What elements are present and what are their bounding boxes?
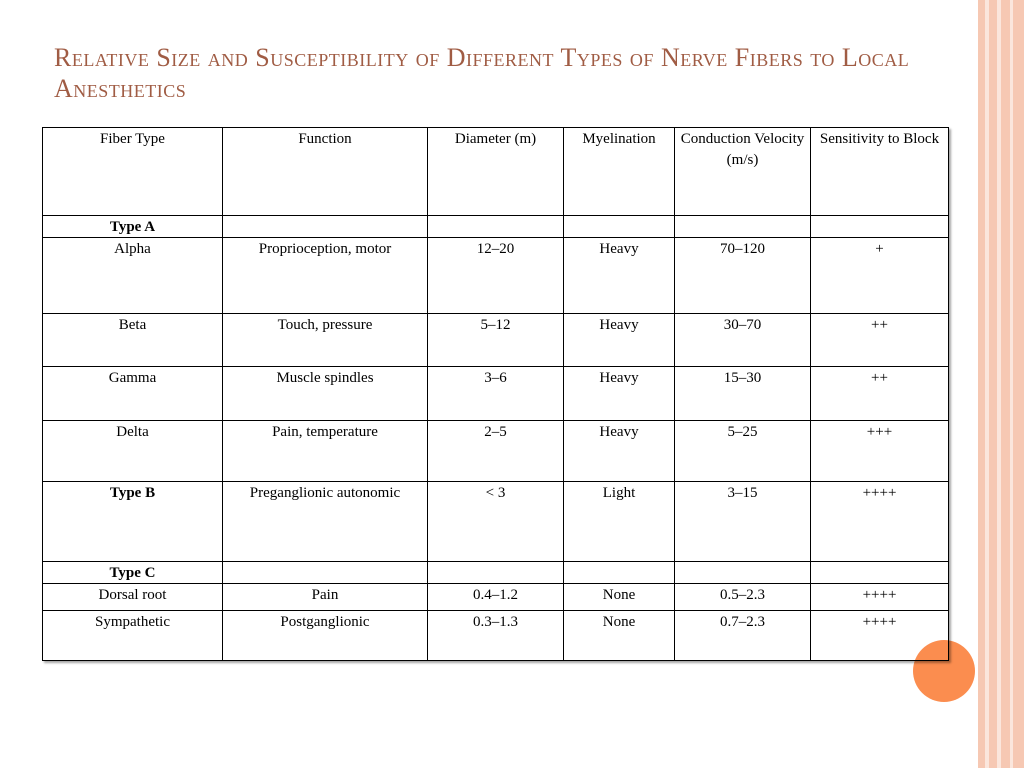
column-header: Function <box>223 128 428 216</box>
decorative-stripe <box>989 0 997 768</box>
table-cell: Preganglionic autonomic <box>223 482 428 562</box>
table-cell: Heavy <box>564 314 675 367</box>
table-cell <box>675 562 811 584</box>
table-cell: ++ <box>811 367 949 421</box>
table-row <box>43 584 949 611</box>
table-cell: Type B <box>43 482 223 562</box>
table-cell <box>223 216 428 238</box>
table-cell <box>428 216 564 238</box>
table-cell: ++++ <box>811 611 949 661</box>
table-cell: Type C <box>43 562 223 584</box>
table-cell: Touch, pressure <box>223 314 428 367</box>
table-cell: 3–6 <box>428 367 564 421</box>
table-cell: None <box>564 611 675 661</box>
table-cell: 5–12 <box>428 314 564 367</box>
table-cell: Type A <box>43 216 223 238</box>
table-cell: Heavy <box>564 238 675 314</box>
column-header: Fiber Type <box>43 128 223 216</box>
column-header: Myelination <box>564 128 675 216</box>
slide-title: Relative Size and Susceptibility of Different Types of Nerve Fibers to Local Anesthetics <box>54 43 910 103</box>
table-header-row <box>43 128 949 216</box>
column-header: Conduction Velocity (m/s) <box>675 128 811 216</box>
table-row-group <box>43 216 949 238</box>
table-cell: Pain <box>223 584 428 611</box>
decorative-stripe <box>1013 0 1024 768</box>
table-cell: ++ <box>811 314 949 367</box>
table-cell: Muscle spindles <box>223 367 428 421</box>
table-row-group <box>43 562 949 584</box>
table-cell: + <box>811 238 949 314</box>
table-cell <box>428 562 564 584</box>
table-cell: Sympathetic <box>43 611 223 661</box>
table-cell: Dorsal root <box>43 584 223 611</box>
table-cell: 70–120 <box>675 238 811 314</box>
table-row <box>43 482 949 562</box>
table-cell: Proprioception, motor <box>223 238 428 314</box>
table-cell: Beta <box>43 314 223 367</box>
table-cell: Alpha <box>43 238 223 314</box>
table-cell: 0.4–1.2 <box>428 584 564 611</box>
table-cell <box>811 216 949 238</box>
table-cell: 0.5–2.3 <box>675 584 811 611</box>
table-cell: 5–25 <box>675 421 811 482</box>
decorative-stripe <box>978 0 985 768</box>
table-cell: 12–20 <box>428 238 564 314</box>
table-cell: < 3 <box>428 482 564 562</box>
table-cell: Gamma <box>43 367 223 421</box>
table-cell: 2–5 <box>428 421 564 482</box>
table-row <box>43 314 949 367</box>
decorative-stripe <box>1001 0 1010 768</box>
table-cell: 30–70 <box>675 314 811 367</box>
column-header: Sensitivity to Block <box>811 128 949 216</box>
table-cell: 0.3–1.3 <box>428 611 564 661</box>
table-cell: +++ <box>811 421 949 482</box>
table-row <box>43 611 949 661</box>
table-cell: ++++ <box>811 482 949 562</box>
table-row <box>43 421 949 482</box>
table-cell: Pain, temperature <box>223 421 428 482</box>
column-header: Diameter (m) <box>428 128 564 216</box>
table-cell <box>564 562 675 584</box>
table-cell: 3–15 <box>675 482 811 562</box>
table-cell: 15–30 <box>675 367 811 421</box>
table-cell: Heavy <box>564 367 675 421</box>
table-cell: Postganglionic <box>223 611 428 661</box>
table-cell: 0.7–2.3 <box>675 611 811 661</box>
table-cell <box>811 562 949 584</box>
table-cell <box>564 216 675 238</box>
table-cell: ++++ <box>811 584 949 611</box>
table-row <box>43 367 949 421</box>
table-cell: Light <box>564 482 675 562</box>
table-cell <box>223 562 428 584</box>
table-row <box>43 238 949 314</box>
nerve-fiber-table <box>42 127 949 661</box>
table-cell <box>675 216 811 238</box>
table-cell: None <box>564 584 675 611</box>
table-cell: Delta <box>43 421 223 482</box>
table-cell: Heavy <box>564 421 675 482</box>
